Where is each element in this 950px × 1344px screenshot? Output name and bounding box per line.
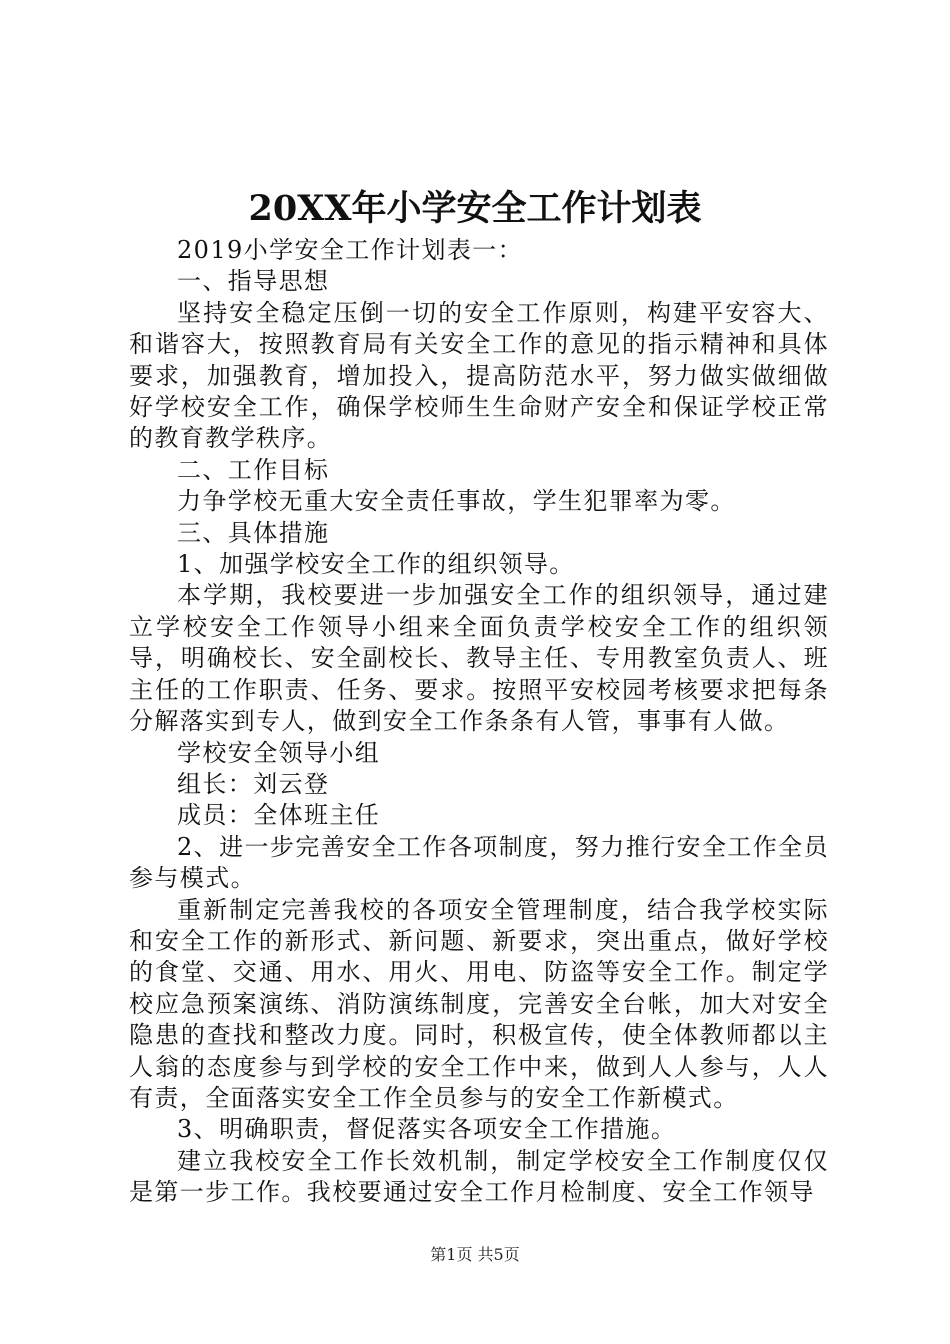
- paragraph-guiding-ideology: 坚持安全稳定压倒一切的安全工作原则，构建平安容大、和谐容大，按照教育局有关安全工作的意见的指示精神和具体要求，加强教育，增加投入，提高防范水平，努力做实做细做好学校安全工作，确保学校师生生命财产安全和保证学校正常的教育教学秩序。: [129, 298, 829, 453]
- safety-group-title: 学校安全领导小组: [177, 738, 381, 767]
- paragraph-work-goals: 力争学校无重大安全责任事故，学生犯罪率为零。: [177, 487, 736, 516]
- heading-guiding-ideology: 一、指导思想: [177, 267, 330, 296]
- page-footer: 第1页 共5页: [430, 1245, 520, 1264]
- heading-work-goals: 二、工作目标: [177, 455, 330, 484]
- paragraph-intro: 2019小学安全工作计划表一：: [177, 236, 524, 264]
- measure-heading-3: 3、明确职责，督促落实各项安全工作措施。: [177, 1115, 677, 1144]
- paragraph-measure-2: 重新制定完善我校的各项安全管理制度，结合我学校实际和安全工作的新形式、新问题、新要求，突出重点，做好学校的食堂、交通、用水、用火、用电、防盗等安全工作。制定学校应急预案演练、消防演练制度，完善安全台帐，加大对安全隐患的查找和整改力度。同时，积极宣传，使全体教师都以主人翁的态度参与到学校的安全工作中来，做到人人参与，人人有责，全面落实安全工作全员参与的安全工作新模式。: [129, 895, 829, 1112]
- paragraph-measure-1: 本学期，我校要进一步加强安全工作的组织领导，通过建立学校安全工作领导小组来全面负责学校安全工作的组织领导，明确校长、安全副校长、教导主任、专用教室负责人、班主任的工作职责、任务、要求。按照平安校园考核要求把每条分解落实到专人，做到安全工作条条有人管，事事有人做。: [129, 581, 829, 736]
- document-body: [129, 235, 829, 1209]
- heading-specific-measures: 三、具体措施: [177, 518, 330, 547]
- measure-heading-2: 2、进一步完善安全工作各项制度，努力推行安全工作全员参与模式。: [129, 832, 829, 893]
- document-title: 20XX年小学安全工作计划表: [248, 188, 702, 229]
- paragraph-measure-3: 建立我校安全工作长效机制，制定学校安全工作制度仅仅是第一步工作。我校要通过安全工作月检制度、安全工作领导: [129, 1146, 829, 1207]
- measure-heading-1: 1、加强学校安全工作的组织领导。: [177, 550, 575, 579]
- safety-group-members: 成员：全体班主任: [177, 801, 381, 830]
- safety-group-leader: 组长：刘云登: [177, 769, 330, 798]
